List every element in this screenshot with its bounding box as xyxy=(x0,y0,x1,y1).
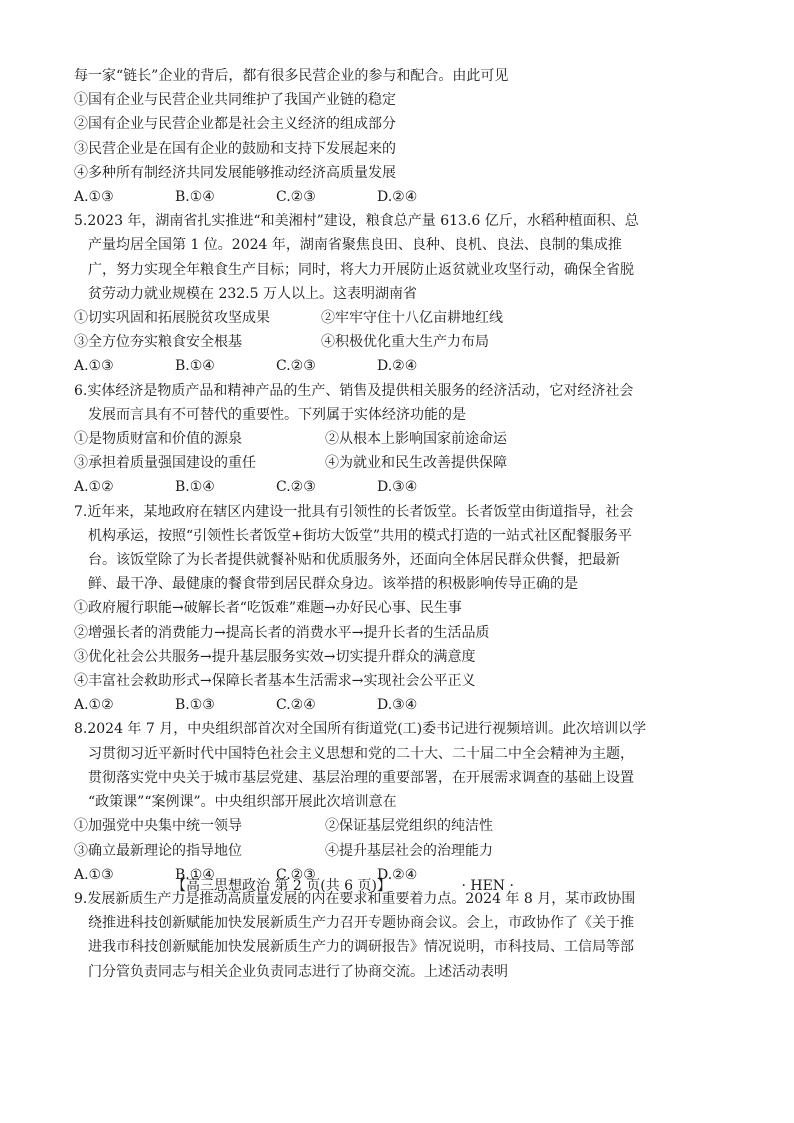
option-c: C.②③ xyxy=(276,866,316,883)
option-c: C.②③ xyxy=(276,358,316,375)
page-footer xyxy=(172,876,514,896)
q5-stem-line: 5.2023 年，湖南省扎实推进“和美湘村”建设，粮食总产量 613.6 亿斤，水稻种植面积、总 xyxy=(74,213,639,230)
question-7 xyxy=(74,500,724,597)
q8-item-4: ④提升基层社会的治理能力 xyxy=(325,842,493,859)
q5-item-4: ④积极优化重大生产力布局 xyxy=(321,334,489,351)
option-b: B.①④ xyxy=(175,358,215,375)
q8-stem-line: “政策课”“案例课”。中央组织部开展此次培训意在 xyxy=(88,794,397,811)
q6-items-row xyxy=(74,451,724,475)
q7-stem-line: 台。该饭堂除了为长者提供就餐补贴和优质服务外，还面向全体居民群众供餐，把最新 xyxy=(88,552,620,569)
q8-item-2: ②保证基层党组织的纯洁性 xyxy=(325,818,493,835)
option-d: D.②④ xyxy=(377,189,418,206)
q6-stem-line: 6.实体经济是物质产品和精神产品的生产、销售及提供相关服务的经济活动，它对经济社会 xyxy=(74,382,634,399)
q9-stem-line: 进我市科技创新赋能加快发展新质生产力的调研报告》情况说明，市科技局、工信局等部 xyxy=(88,939,634,956)
q6-stem-line: 发展而言具有不可替代的重要性。下列属于实体经济功能的是 xyxy=(88,406,466,423)
q6-item-1: ①是物质财富和价值的源泉 xyxy=(74,431,242,448)
q6-item-2: ②从根本上影响国家前途命运 xyxy=(325,431,507,448)
question-9 xyxy=(74,887,724,984)
q4-stem-tail: 每一家“链长”企业的背后，都有很多民营企业的参与和配合。由此可见 xyxy=(74,68,509,84)
q9-stem-line: 9.发展新质生产力是推动高质量发展的内在要求和重要着力点。2024 年 8 月，某市政协围 xyxy=(74,890,636,907)
q5-item-2: ②牢牢守住十八亿亩耕地红线 xyxy=(321,310,503,327)
q5-items-row xyxy=(74,306,724,330)
question-6 xyxy=(74,379,724,427)
q5-options xyxy=(74,354,724,378)
q5-items-row xyxy=(74,330,724,354)
option-d: D.②④ xyxy=(377,866,418,883)
option-c: C.②④ xyxy=(276,697,316,714)
q7-item-2: ②增强长者的消费能力→提高长者的消费水平→提升长者的生活品质 xyxy=(74,624,490,641)
q7-stem-line: 7.近年来，某地政府在辖区内建设一批具有引领性的长者饭堂。长者饭堂由街道指导，社会 xyxy=(74,503,634,520)
option-c: C.②③ xyxy=(276,189,316,206)
q9-stem-line: 门分管负责同志与相关企业负责同志进行了协商交流。上述活动表明 xyxy=(88,963,508,980)
q8-items-row xyxy=(74,814,724,838)
q6-item-3: ③承担着质量强国建设的重任 xyxy=(74,455,256,472)
question-8 xyxy=(74,717,724,814)
q8-item-3: ③确立最新理论的指导地位 xyxy=(74,842,242,859)
option-d: D.③④ xyxy=(377,479,418,496)
q8-items-row xyxy=(74,839,724,863)
q8-item-1: ①加强党中央集中统一领导 xyxy=(74,818,242,835)
option-b: B.①③ xyxy=(175,697,215,714)
q7-stem-line: 鲜、最干净、最健康的餐食带到居民群众身边。该举措的积极影响传导正确的是 xyxy=(88,576,578,593)
q9-stem-line: 绕推进科技创新赋能加快发展新质生产力召开专题协商会议。会上，市政协作了《关于推 xyxy=(88,915,634,932)
q4-options xyxy=(74,185,724,209)
q6-item-4: ④为就业和民生改善提供保障 xyxy=(325,455,507,472)
q7-item-1: ①政府履行职能→破解长者“吃饭难”难题→办好民心事、民生事 xyxy=(74,600,462,617)
q4-item-4: ④多种所有制经济共同发展能够推动经济高质量发展 xyxy=(74,164,396,181)
option-a: A.①② xyxy=(74,697,114,714)
q6-items-row xyxy=(74,427,724,451)
q7-stem-line: 机构承运，按照“引领性长者饭堂+街坊大饭堂”共用的模式打造的一站式社区配餐服务平 xyxy=(88,527,633,544)
option-d: D.②④ xyxy=(377,358,418,375)
q5-stem-line: 贫劳动力就业规模在 232.5 万人以上。这表明湖南省 xyxy=(88,285,417,302)
option-a: A.①③ xyxy=(74,189,114,206)
option-a: A.①② xyxy=(74,479,114,496)
option-b: B.①④ xyxy=(175,189,215,206)
option-b: B.①④ xyxy=(175,479,215,496)
q5-item-3: ③全方位夯实粮食安全根基 xyxy=(74,334,242,351)
page-content xyxy=(74,64,724,984)
question-5 xyxy=(74,209,724,306)
q6-options xyxy=(74,475,724,499)
q4-item-2: ②国有企业与民营企业都是社会主义经济的组成部分 xyxy=(74,116,396,133)
q5-stem-line: 广，努力实现全年粮食生产目标；同时，将大力开展防止返贫就业攻坚行动，确保全省脱 xyxy=(88,261,634,278)
option-a: A.①③ xyxy=(74,358,114,375)
exam-code: · HEN · xyxy=(461,878,514,894)
q8-stem-line: 习贯彻习近平新时代中国特色社会主义思想和党的二十大、二十届二中全会精神为主题， xyxy=(88,745,634,762)
option-a: A.①③ xyxy=(74,866,114,883)
option-b: B.①④ xyxy=(175,866,215,883)
q7-item-3: ③优化社会公共服务→提升基层服务实效→切实提升群众的满意度 xyxy=(74,648,476,665)
q7-item-4: ④丰富社会救助形式→保障长者基本生活需求→实现社会公平正义 xyxy=(74,673,476,690)
q8-stem-line: 贯彻落实党中央关于城市基层党建、基层治理的重要部署，在开展需求调查的基础上设置 xyxy=(88,769,634,786)
q7-options xyxy=(74,693,724,717)
page-label: 【高三思想政治 第 2 页(共 6 页)】 xyxy=(172,878,391,894)
q8-stem-line: 8.2024 年 7 月，中央组织部首次对全国所有街道党(工)委书记进行视频培训。此次培训以学 xyxy=(74,721,647,738)
q4-item-1: ①国有企业与民营企业共同维护了我国产业链的稳定 xyxy=(74,92,396,109)
q5-stem-line: 产量均居全国第 1 位。2024 年，湖南省聚焦良田、良种、良机、良法、良制的集成推 xyxy=(88,237,622,254)
q5-item-1: ①切实巩固和拓展脱贫攻坚成果 xyxy=(74,310,270,327)
q4-item-3: ③民营企业是在国有企业的鼓励和支持下发展起来的 xyxy=(74,140,396,157)
option-d: D.③④ xyxy=(377,697,418,714)
option-c: C.②③ xyxy=(276,479,316,496)
